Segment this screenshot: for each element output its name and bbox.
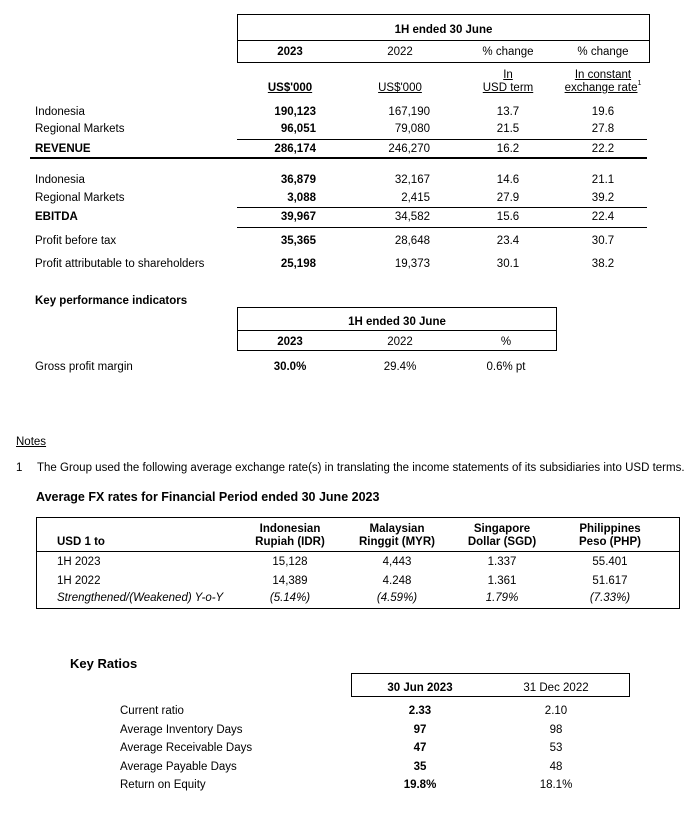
pct-constant: 21.1 <box>591 174 615 186</box>
fx-idr: 14,389 <box>272 575 308 587</box>
fx-row-label: 1H 2023 <box>57 556 101 568</box>
kpi-value-2022: 29.4% <box>383 361 417 373</box>
kpi-col-2023: 2023 <box>277 336 303 348</box>
ratio-a: 47 <box>413 742 427 754</box>
pct-constant: 38.2 <box>591 258 615 270</box>
value-2023: 36,879 <box>280 174 316 186</box>
col-pct-change-2: % change <box>577 46 629 58</box>
kpi-value-2023: 30.0% <box>273 361 307 373</box>
value-2022: 2,415 <box>401 192 430 204</box>
value-2023: 96,051 <box>280 123 316 135</box>
pct-constant: 39.2 <box>591 192 615 204</box>
pct-constant: 30.7 <box>591 235 615 247</box>
note-text: The Group used the following average exchange rate(s) in translating the income statements of its subsidiaries into USD terms. <box>37 462 685 474</box>
fx-row-header: USD 1 to <box>57 536 105 548</box>
row-label: REVENUE <box>35 143 91 155</box>
fx-col-sgd: Singapore Dollar (SGD) <box>467 523 537 548</box>
fx-php: 55.401 <box>592 556 628 568</box>
ratio-b: 53 <box>549 742 563 754</box>
sub-pct2-a: In constant <box>574 69 632 81</box>
pct-constant: 22.2 <box>591 143 615 155</box>
value-2022: 167,190 <box>388 106 430 118</box>
fx-php: 51.617 <box>592 575 628 587</box>
fx-php: (7.33%) <box>589 592 631 604</box>
unit-2022: US$'000 <box>378 82 422 94</box>
pct-usd: 14.6 <box>496 174 520 186</box>
value-2022: 32,167 <box>394 174 430 186</box>
fx-myr: (4.59%) <box>376 592 418 604</box>
ratio-label: Average Inventory Days <box>120 724 243 736</box>
fx-myr: 4.248 <box>382 575 412 587</box>
ratio-label: Current ratio <box>120 705 184 717</box>
value-2022: 34,582 <box>394 211 430 223</box>
pct-constant: 27.8 <box>591 123 615 135</box>
fx-col-php: Philippines Peso (PHP) <box>579 523 641 548</box>
fx-sgd: 1.337 <box>487 556 517 568</box>
kpi-col-pct: % <box>500 336 512 348</box>
fx-row-label: Strengthened/(Weakened) Y-o-Y <box>57 592 224 604</box>
fx-sgd: 1.361 <box>487 575 517 587</box>
kpi-row-label: Gross profit margin <box>35 361 133 373</box>
row-label: Indonesia <box>35 174 85 186</box>
unit-2023: US$'000 <box>267 82 313 94</box>
value-2023: 39,967 <box>280 211 316 223</box>
fx-idr: (5.14%) <box>269 592 311 604</box>
ratio-label: Average Receivable Days <box>120 742 253 754</box>
pct-usd: 15.6 <box>496 211 520 223</box>
pct-constant: 22.4 <box>591 211 615 223</box>
kpi-period-header: 1H ended 30 June <box>348 316 446 328</box>
period-header: 1H ended 30 June <box>394 24 493 36</box>
value-2022: 79,080 <box>394 123 430 135</box>
fx-col-myr: Malaysian Ringgit (MYR) <box>358 523 435 548</box>
value-2023: 3,088 <box>287 192 316 204</box>
sub-pct2-b: exchange rate$^1$ <box>564 80 642 94</box>
kpi-col-2022: 2022 <box>387 336 413 348</box>
value-2023: 25,198 <box>280 258 316 270</box>
pct-constant: 19.6 <box>591 106 615 118</box>
ratio-b: 18.1% <box>539 779 573 791</box>
ratio-a: 35 <box>413 761 427 773</box>
ratio-label: Average Payable Days <box>120 761 237 773</box>
ratio-a: 2.33 <box>408 705 432 717</box>
kpi-value-pct: 0.6% pt <box>486 361 526 373</box>
fx-idr: 15,128 <box>272 556 308 568</box>
notes-heading: Notes <box>16 436 47 448</box>
row-label: Regional Markets <box>35 192 125 204</box>
col-2022: 2022 <box>387 46 413 58</box>
col-pct-change-1: % change <box>482 46 534 58</box>
fx-col-idr: Indonesian Rupiah (IDR) <box>255 523 325 548</box>
value-2022: 19,373 <box>394 258 430 270</box>
fx-myr: 4,443 <box>382 556 412 568</box>
row-label: Profit before tax <box>35 235 117 247</box>
ratio-label: Return on Equity <box>120 779 206 791</box>
value-2022: 246,270 <box>388 143 430 155</box>
value-2023: 190,123 <box>274 106 316 118</box>
ratio-b: 98 <box>549 724 563 736</box>
ratio-a: 19.8% <box>403 779 437 791</box>
col-2023: 2023 <box>277 46 303 58</box>
value-2023: 286,174 <box>274 143 316 155</box>
ratio-b: 48 <box>549 761 563 773</box>
pct-usd: 16.2 <box>496 143 520 155</box>
sub-pct1-a: In <box>503 69 513 81</box>
row-label: Indonesia <box>35 106 85 118</box>
row-label: Regional Markets <box>35 123 125 135</box>
row-label: EBITDA <box>35 211 78 223</box>
pct-usd: 21.5 <box>496 123 520 135</box>
row-label: Profit attributable to shareholders <box>35 258 205 270</box>
ratios-col-b: 31 Dec 2022 <box>523 682 589 694</box>
value-2022: 28,648 <box>394 235 430 247</box>
sub-pct1-b: USD term <box>482 82 534 94</box>
ratios-col-a: 30 Jun 2023 <box>387 682 453 694</box>
kpi-title: Key performance indicators <box>35 295 188 307</box>
fx-title: Average FX rates for Financial Period ended 30 June 2023 <box>36 490 380 504</box>
pct-usd: 27.9 <box>496 192 520 204</box>
fx-sgd: 1.79% <box>485 592 519 604</box>
pct-usd: 13.7 <box>496 106 520 118</box>
ratios-title: Key Ratios <box>70 656 138 671</box>
ratio-a: 97 <box>413 724 427 736</box>
fx-row-label: 1H 2022 <box>57 575 101 587</box>
note-number: 1 <box>16 462 23 474</box>
ratio-b: 2.10 <box>544 705 568 717</box>
value-2023: 35,365 <box>280 235 316 247</box>
pct-usd: 30.1 <box>496 258 520 270</box>
pct-usd: 23.4 <box>496 235 520 247</box>
